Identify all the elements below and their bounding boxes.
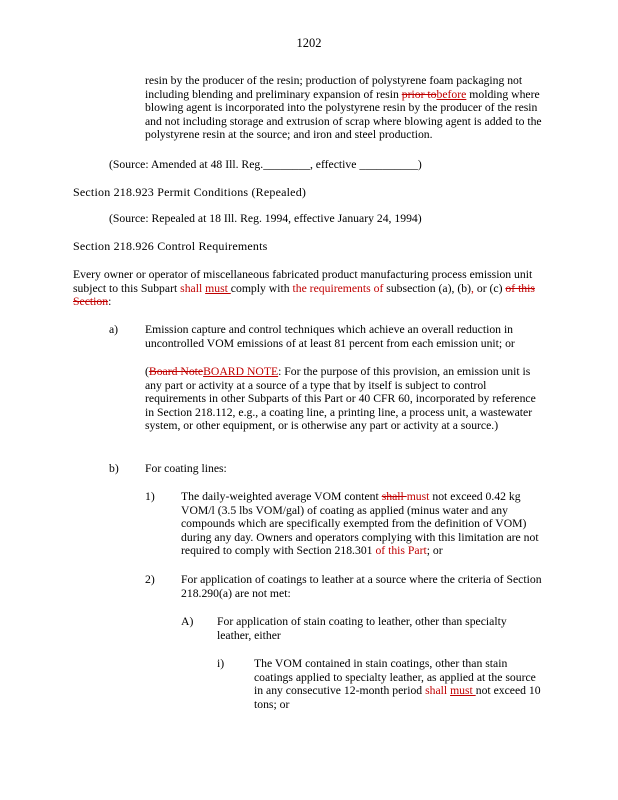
intro-t1: Every owner or operator of miscellaneous fabricated product manufacturing process emission unit subject to this Subpart — [73, 268, 533, 295]
inserted-board-note: BOARD NOTE — [203, 365, 279, 378]
item-b2Ai-label: i) — [217, 657, 225, 670]
item-a-text: Emission capture and control techniques which achieve an overall reduction in uncontrolled VOM emissions of at least 81 percent from each emission unit; or — [145, 323, 515, 350]
b2Ai-t1: The VOM contained in stain coatings, other than stain coatings applied to specialty leather, as applied at the source in any consecutive 12-month period — [254, 657, 536, 698]
item-b2-text: For application of coatings to leather at a source where the criteria of Section 218.290(a) are not met: — [181, 573, 542, 600]
section-923-heading: Section 218.923 Permit Conditions (Repealed) — [73, 185, 307, 199]
source-suffix: ) — [417, 158, 422, 171]
inserted-shall-i: shall — [425, 684, 451, 698]
item-b2Ai-text — [254, 657, 544, 711]
item-b1-label: 1) — [145, 490, 155, 503]
inserted-comma: , — [471, 281, 474, 295]
item-a-label: a) — [109, 323, 119, 336]
deleted-text: prior to — [401, 87, 437, 101]
item-b-text: For coating lines: — [145, 462, 227, 475]
intro-t3: subsection (a), (b) — [383, 281, 471, 295]
note-text: : For the purpose of this provision, an emission unit is any part or activity at a source of a type that by itself is subject to control requirements in other Subparts of this Part or 40 CFR 60, incorporated by reference in Section 218.112, e.g., a coating line, a printing line, a process unit, a wastewater system, or other equipment, or is otherwise any part or activity at a source.) — [145, 365, 536, 433]
b2Ai-t2: not exceed 10 tons; or — [254, 684, 541, 711]
item-b2-label: 2) — [145, 573, 155, 586]
inserted-must: must — [205, 281, 231, 295]
deleted-of-this-section: of this Section — [73, 281, 535, 309]
board-note — [145, 365, 545, 433]
b1-t1: The daily-weighted average VOM content — [181, 490, 382, 503]
deleted-board-note: Board Note — [148, 365, 204, 378]
inserted-must-b1: must — [406, 490, 430, 503]
section-926-intro — [73, 268, 551, 309]
section-926-heading: Section 218.926 Control Requirements — [73, 239, 268, 253]
source-prefix: (Source: Amended at 48 Ill. Reg. — [109, 158, 264, 171]
intro-t2: comply with — [230, 281, 293, 295]
deleted-shall: shall — [381, 490, 407, 503]
inserted-shall: shall — [180, 281, 206, 295]
inserted-of-this-part: of this Part — [372, 544, 427, 558]
intro-text-2: molding where blowing agent is incorporated into the polystyrene resin by the producer of the resin and not including storage and extrusion of scrap where blowing agent is added to the polystyrene resin at the source; and iron and steel production. — [145, 87, 542, 142]
section-923-source: (Source: Repealed at 18 Ill. Reg. 1994, effective January 24, 1994) — [109, 212, 422, 225]
source-mid: , effective — [309, 158, 360, 171]
inserted-text: before — [436, 87, 467, 101]
item-b-label: b) — [109, 462, 119, 475]
intro-paragraph — [145, 74, 543, 142]
b1-t3: ; or — [426, 544, 443, 558]
b1-t2: not exceed 0.42 kg VOM/l (3.5 lbs VOM/gal) of coating as applied (minus water and any compounds which are specifically exempted from the definition of VOM) during any day. Owners and operators complying with this limitation are not required to comply with Section 218.301 — [181, 490, 539, 558]
item-b1-text — [181, 490, 543, 558]
page-number: 1202 — [296, 36, 322, 50]
source-blank-2: __________ — [359, 158, 418, 171]
note-open: ( — [145, 365, 149, 378]
intro-text-1: resin by the producer of the resin; production of polystyrene foam packaging not including blending and preliminary expansion of resin — [145, 74, 523, 101]
inserted-must-i: must — [450, 684, 476, 698]
inserted-requirements: the requirements of — [292, 281, 384, 295]
intro-t4: or (c) — [473, 281, 506, 295]
source-amended — [109, 158, 529, 172]
intro-t5: : — [108, 295, 112, 309]
source-blank-1: ________ — [263, 158, 310, 171]
item-b2A-label: A) — [181, 615, 194, 628]
item-b2A-text: For application of stain coating to leather, other than specialty leather, either — [217, 615, 507, 642]
